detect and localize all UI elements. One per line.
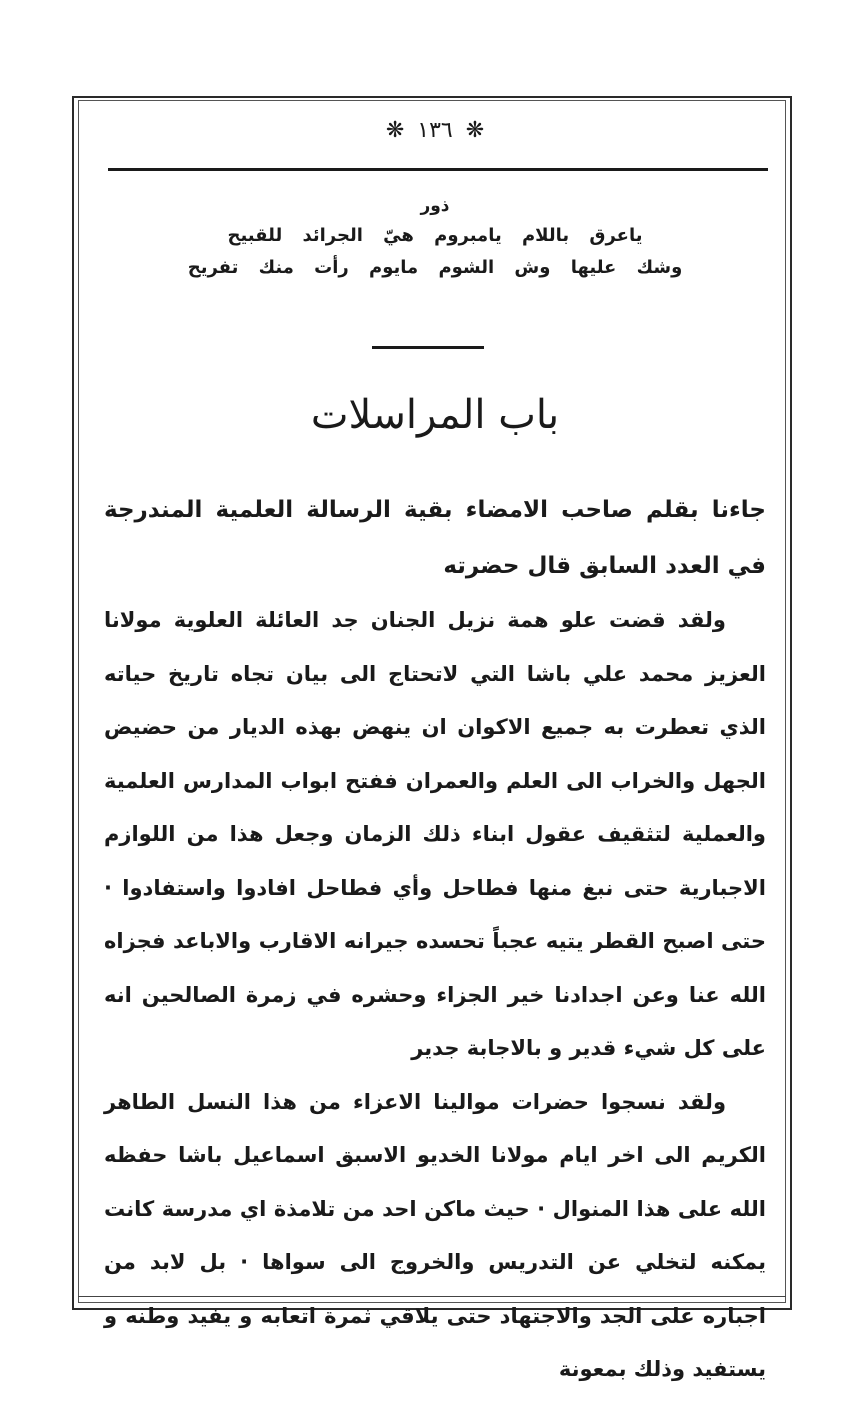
body-paragraph: ولقد نسجوا حضرات موالينا الاعزاء من هذا النسل الطاهر الكريم الى اخر ايام مولانا الخديو الاسبق اسماعيل باشا حفظه الله على هذا المنوال · حيث ماكن احد من تلامذة اي مدرسة كانت يمكنه لتخلي عن التدريس والخروج الى سواها · بل لابد من اجباره على الجد والاجتهاد حتى يلاقي ثمرة اتعابه و يفيد وطنه و يستفيد وذلك بمعونة <box>104 1089 766 1381</box>
ornament-icon: ❋ <box>385 118 405 143</box>
section-divider <box>372 346 484 349</box>
poem-line: وشك عليها وش الشوم مايوم رأت منك تفريح <box>187 257 683 278</box>
ornament-icon: ❋ <box>465 118 485 143</box>
poem-line: ياعرق باللام يامبروم هيّ الجرائد للقبيح <box>227 225 643 246</box>
page-number: ١٣٦ <box>417 118 453 143</box>
header-rule <box>108 168 768 171</box>
intro-paragraph: جاءنا بقلم صاحب الامضاء بقية الرسالة العلمية المندرجة في العدد السابق قال حضرته <box>104 497 766 579</box>
article-body <box>104 482 766 1397</box>
bottom-rule <box>78 1296 786 1297</box>
poem-label: ذور <box>420 196 450 216</box>
section-title: باب المراسلات <box>310 392 560 438</box>
poem-block <box>120 196 750 284</box>
body-paragraph: ولقد قضت علو همة نزيل الجنان جد العائلة العلوية مولانا العزيز محمد علي باشا التي لاتحتاج الى بيان تجاه تاريخ حياته الذي تعطرت به جميع الاكوان ان ينهض بهذه الديار من حضيض الجهل والخراب الى العلم والعمران ففتح ابواب المدارس العلمية والعملية لتثقيف عقول ابناء ذلك الزمان وجعل هذا من اللوازم الاجبارية حتى نبغ منها فطاحل وأي فطاحل افادوا واستفادوا · حتى اصبح القطر يتيه عجباً تحسده جيرانه الاقارب والاباعد فجزاه الله عنا وعن اجدادنا خير الجزاء وحشره في زمرة الصالحين انه على كل شيء قدير و بالاجابة جدير <box>104 608 766 1060</box>
page-header <box>100 118 770 158</box>
